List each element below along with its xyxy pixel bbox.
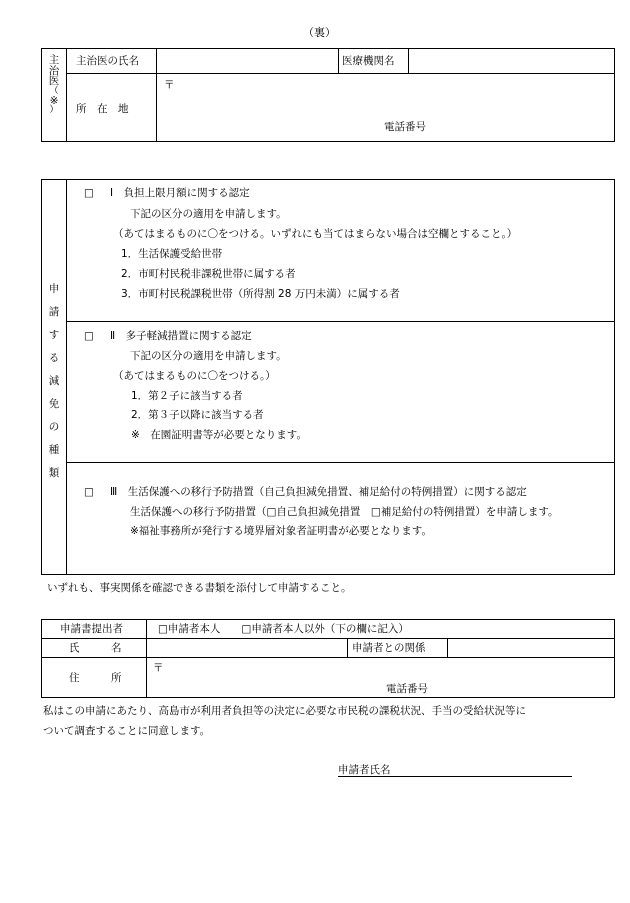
relation-label: 申請者との関係	[352, 642, 426, 654]
signature-line[interactable]	[338, 776, 572, 777]
section3-line1: 生活保護への移行予防措置（□自己負担減免措置 □補足給付の特例措置）を申請します。	[130, 506, 559, 518]
section1-item-3[interactable]: 3．市町村民税課税世帯（所得割 28 万円未満）に属する者	[121, 288, 400, 300]
physician-side-label: 主 治 医 （ ※ ）	[48, 54, 60, 115]
section3-checkbox[interactable]: □	[84, 486, 94, 498]
section2-item-2[interactable]: 2．第３子以降に該当する者	[131, 409, 264, 421]
section1-line1: 下記の区分の適用を申請します。	[130, 208, 287, 220]
section2-line2: （あてはまるものに〇をつける。）	[113, 370, 276, 382]
applicant-address-label: 住 所	[69, 672, 122, 684]
applicant-name-field[interactable]	[150, 640, 344, 655]
institution-field[interactable]	[412, 52, 610, 70]
section3-title: Ⅲ 生活保護への移行予防措置（自己負担減免措置、補足給付の特例措置）に関する認定	[110, 486, 527, 498]
section2-note: ※ 在園証明書等が必要となります。	[131, 429, 307, 441]
section1-line2: （あてはまるものに〇をつける。いずれにも当てはまらない場合は空欄とすること。）	[113, 228, 518, 240]
submitter-label: 申請書提出者	[60, 623, 123, 635]
applicant-phone-label: 電話番号	[386, 683, 428, 695]
section2-item-1[interactable]: 1．第２子に該当する者	[131, 390, 243, 402]
section2-title: Ⅱ 多子軽減措置に関する認定	[110, 330, 252, 342]
attach-note: いずれも、事実関係を確認できる書類を添付して申請すること。	[47, 582, 352, 594]
signature-label: 申請者氏名	[338, 764, 391, 776]
section1-item-2[interactable]: 2．市町村民税非課税世帯に属する者	[121, 268, 296, 280]
physician-address-field[interactable]	[180, 78, 610, 114]
page-title: （裏）	[303, 26, 336, 39]
applicant-postal-mark: 〒	[153, 662, 164, 674]
consent-line-2: ついて調査することに同意します。	[43, 725, 211, 737]
reduction-side-label: 申 請 す る 減 免 の 種 類	[48, 283, 60, 479]
applicant-address-field[interactable]	[168, 660, 608, 682]
consent-line-1: 私はこの申請にあたり、高島市が利用者負担等の決定に必要な市民税の課税状況、手当の受給状況等に	[43, 705, 526, 717]
institution-label: 医療機関名	[342, 55, 395, 67]
section3-line2: ※福祉事務所が発行する境界層対象者証明書が必要となります。	[130, 525, 432, 537]
physician-address-label: 所 在 地	[76, 103, 129, 115]
section1-title: Ⅰ 負担上限月額に関する認定	[110, 187, 250, 199]
physician-phone-label: 電話番号	[384, 121, 426, 133]
section2-checkbox[interactable]: □	[84, 330, 94, 342]
physician-postal-mark: 〒	[164, 79, 175, 91]
section2-line1: 下記の区分の適用を申請します。	[130, 350, 287, 362]
section1-item-1[interactable]: 1．生活保護受給世帯	[121, 248, 223, 260]
applicant-name-label: 氏 名	[69, 642, 122, 654]
section1-checkbox[interactable]: □	[84, 187, 94, 199]
relation-field[interactable]	[451, 640, 611, 655]
submitter-options[interactable]: □申請者本人 □申請者本人以外（下の欄に記入）	[158, 623, 409, 635]
physician-name-field[interactable]	[160, 52, 334, 70]
physician-phone-field[interactable]	[440, 118, 610, 136]
physician-name-label: 主治医の氏名	[76, 55, 139, 67]
